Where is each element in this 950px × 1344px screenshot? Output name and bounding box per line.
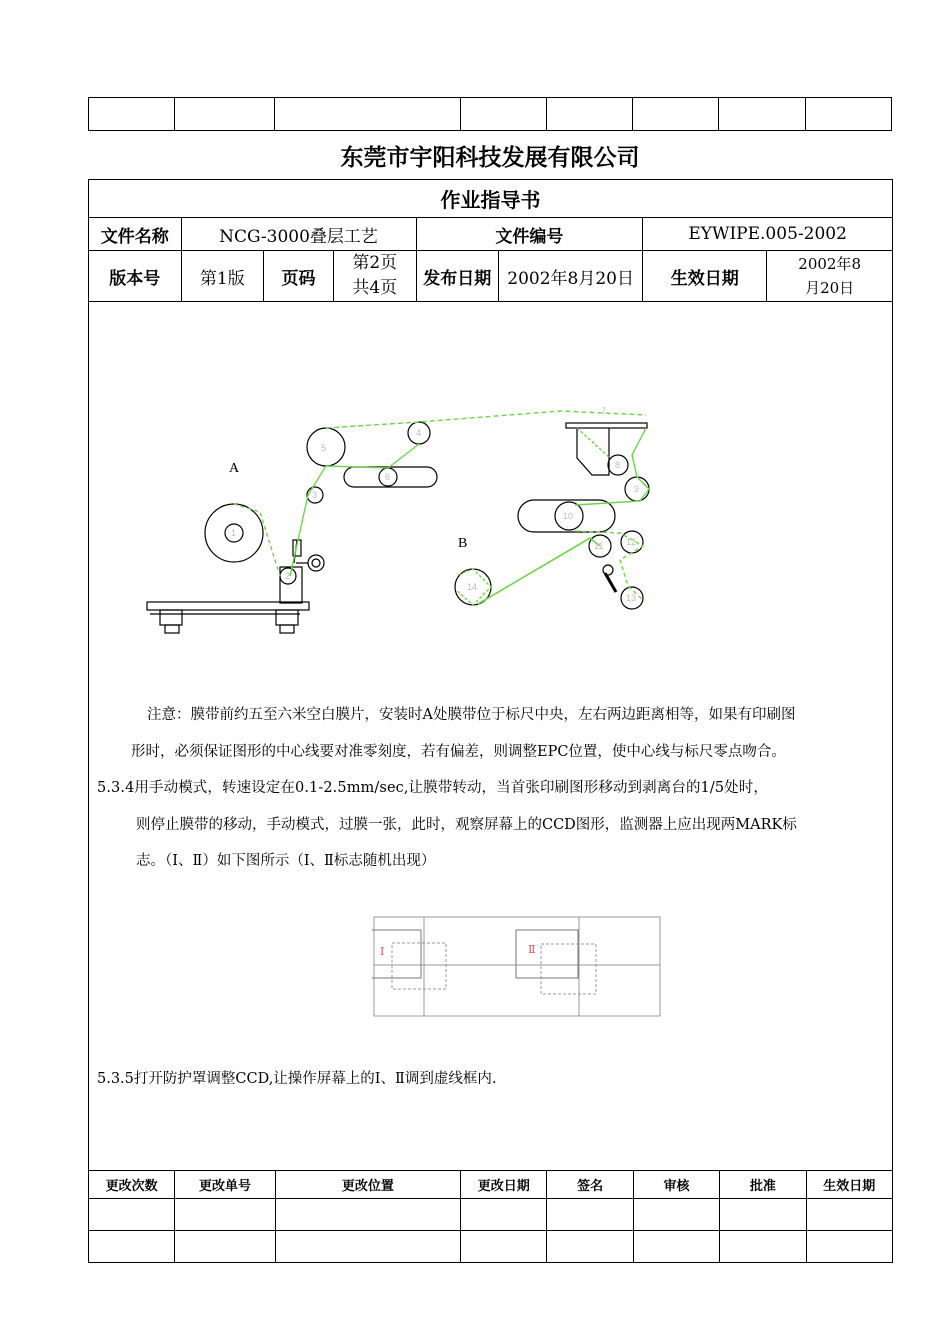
blank-cell [89, 98, 175, 131]
step-534-line-3: 志。（Ⅰ、Ⅱ）如下图所示（Ⅰ、Ⅱ标志随机出现） [136, 853, 436, 869]
header-change-date: 更改日期 [461, 1171, 547, 1199]
roller-label-13: 13 [626, 593, 637, 603]
file-no-value: EYWIPE.005-2002 [643, 218, 893, 251]
mark-1-target [392, 943, 446, 989]
foot-left [160, 610, 182, 625]
roller-label-14: 14 [467, 582, 478, 592]
film-path-diagram [140, 395, 660, 645]
header-change-number: 更改单号 [175, 1171, 275, 1199]
version-value: 第1版 [181, 251, 264, 302]
mark-2-target [541, 944, 596, 994]
blank-cell [805, 98, 891, 131]
roller-label-11: 11 [594, 541, 604, 551]
roller-label-2: 2 [285, 571, 291, 581]
step-535: 5.3.5打开防护罩调整CCD,让操作屏幕上的Ⅰ、Ⅱ调到虚线框内. [97, 1071, 497, 1087]
page-total: 共4页 [352, 278, 398, 298]
table-row [89, 1231, 893, 1263]
roller-label-3: 3 [312, 490, 318, 500]
effective-date-line1: 2002年8 [798, 255, 861, 273]
header-approve: 批准 [720, 1171, 806, 1199]
doc-header-table [88, 179, 893, 302]
roller-label-4: 4 [416, 428, 422, 438]
page-value [333, 251, 416, 302]
roller-label-12: 12 [626, 537, 637, 547]
label-b: B [458, 536, 468, 551]
header-change-position: 更改位置 [275, 1171, 461, 1199]
header-signature: 签名 [547, 1171, 633, 1199]
blank-cell [719, 98, 805, 131]
release-date-label: 发布日期 [416, 251, 498, 302]
foot-right [276, 610, 298, 625]
header-change-count: 更改次数 [89, 1171, 175, 1199]
top-blank-table [88, 97, 892, 131]
mark-2-box [516, 930, 578, 978]
page-label: 页码 [264, 251, 334, 302]
roller-label-6: 6 [385, 472, 391, 482]
mark-2-label: Ⅱ [528, 943, 536, 956]
effective-date-label: 生效日期 [643, 251, 767, 302]
version-label: 版本号 [89, 251, 182, 302]
blank-cell [275, 98, 460, 131]
ccd-screen-outline [374, 917, 660, 1016]
table-row [89, 1199, 893, 1231]
blank-cell [546, 98, 632, 131]
file-name-label: 文件名称 [89, 218, 182, 251]
doc-title: 作业指导书 [89, 180, 893, 218]
effective-date-line2: 月20日 [805, 279, 855, 297]
note-line-1: 注意：膜带前约五至六米空白膜片，安装时A处膜带位于标尺中央，左右两边距离相等，如果有印刷图 [147, 707, 796, 723]
header-review: 审核 [633, 1171, 719, 1199]
ccd-mark-figure [372, 915, 662, 1018]
peel-table [566, 423, 647, 428]
release-date-value: 2002年8月20日 [499, 251, 643, 302]
file-name-value: NCG-3000叠层工艺 [181, 218, 416, 251]
step-534-line-2: 则停止膜带的移动，手动模式，过膜一张，此时，观察屏幕上的CCD图形，监测器上应出现两MARK标 [136, 817, 797, 833]
roller-label-7: 7 [601, 406, 607, 416]
roller-label-1: 1 [231, 528, 237, 538]
page-current: 第2页 [352, 253, 398, 273]
step-534-line-1: 5.3.4用手动模式，转速设定在0.1-2.5mm/sec,让膜带转动，当首张印刷图形移动到剥离台的1/5处时， [97, 780, 768, 796]
blank-cell [460, 98, 546, 131]
change-record-table [88, 1170, 893, 1263]
company-name: 东莞市宇阳科技发展有限公司 [340, 145, 640, 171]
roller-label-10: 10 [563, 511, 574, 521]
note-line-2: 形时，必须保证图形的中心线要对准零刻度，若有偏差，则调整EPC位置，使中心线与标尺零点吻合。 [131, 744, 786, 760]
roller-6 [344, 467, 437, 487]
label-a: A [229, 461, 240, 476]
epc-sensor [308, 555, 324, 571]
header-effective-date: 生效日期 [806, 1171, 892, 1199]
effective-date-value [767, 251, 893, 302]
blank-cell [633, 98, 719, 131]
roller-label-8: 8 [615, 460, 621, 470]
mark-1-label: Ⅰ [380, 945, 385, 958]
roller-label-9: 9 [634, 484, 640, 494]
file-no-label: 文件编号 [416, 218, 643, 251]
blank-cell [175, 98, 275, 131]
roller-label-5: 5 [321, 443, 327, 453]
